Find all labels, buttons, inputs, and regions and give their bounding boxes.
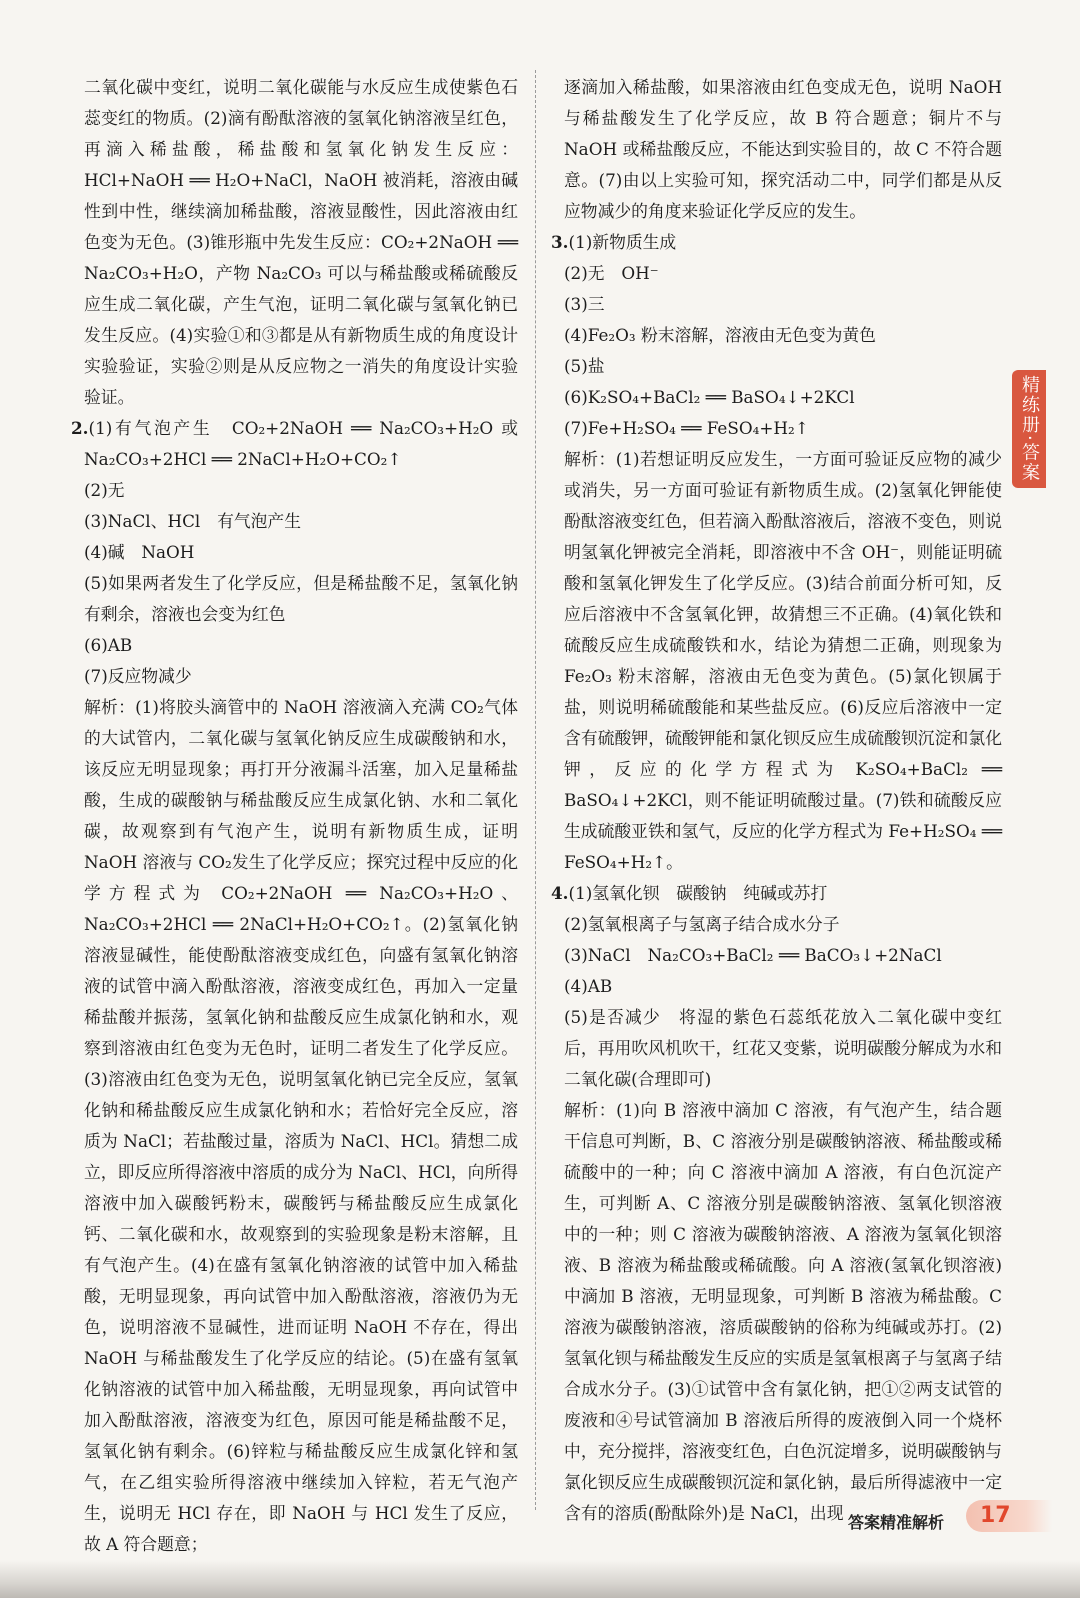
q4-item-1-text: (1)氢氧化钡 碳酸钠 纯碱或苏打 <box>568 883 828 903</box>
q4-item-4: (4)AB <box>564 976 613 996</box>
q3-item-4: (4)Fe₂O₃ 粉末溶解，溶液由无色变为黄色 <box>564 325 876 345</box>
q1-analysis-continued: 二氧化碳中变红，说明二氧化碳能与水反应生成使紫色石蕊变红的物质。(2)滴有酚酞溶液的氢氧化钠溶液呈红色，再滴入稀盐酸，稀盐酸和氢氧化钠发生反应：HCl+NaOH ══ H₂O+NaCl，NaOH 被消耗，溶液由碱性到中性，继续滴加稀盐酸，溶液显酸性，因此溶液由红色变为无色。(3)锥形瓶中先发生反应：CO₂+2NaOH ══ Na₂CO₃+H₂O，产物 Na₂CO₃ 可以与稀盐酸或稀硫酸反应生成二氧化碳，产生气泡，证明二氧化碳与氢氧化钠已发生反应。(4)实验①和③都是从有新物质生成的角度设计实验验证，实验②则是从反应物之一消失的角度设计实验验证。 <box>84 77 518 407</box>
q2-item-1-text: (1)有气泡产生 CO₂+2NaOH ══ Na₂CO₃+H₂O 或 Na₂CO₃+2HCl ══ 2NaCl+H₂O+CO₂↑ <box>84 418 518 469</box>
q2-item-4: (4)碱 NaOH <box>84 542 195 562</box>
right-column <box>551 72 1002 1529</box>
footer-label: 答案精准解析 <box>848 1513 945 1532</box>
page-bottom-shadow <box>0 1560 1080 1598</box>
q4-analysis: 解析：(1)向 B 溶液中滴加 C 溶液，有气泡产生，结合题干信息可判断，B、C 溶液分别是碳酸钠溶液、稀盐酸或稀硫酸中的一种；向 C 溶液中滴加 A 溶液，有白色沉淀产生，可判断 A、C 溶液分别是碳酸钠溶液、氢氧化钡溶液中的一种；则 C 溶液为碳酸钠溶液、A 溶液为氢氧化钡溶液、B 溶液为稀盐酸或稀硫酸。向 A 溶液(氢氧化钡溶液)中滴加 B 溶液，无明显现象，可判断 B 溶液为稀盐酸。C 溶液为碳酸钠溶液，溶质碳酸钠的俗称为纯碱或苏打。(2)氢氧化钡与稀盐酸发生反应的实质是氢氧根离子与氢离子结合成水分子。(3)①试管中含有氯化钠，把①②两支试管的废液和④号试管滴加 B 溶液后所得的废液倒入同一个烧杯中，充分搅拌，溶液变红色，白色沉淀增多，说明碳酸钠与氯化钡反应生成碳酸钡沉淀和氯化钠，最后所得滤液中一定含有的溶质(酚酞除外)是 NaCl，出现 <box>564 1100 1002 1523</box>
q4-item-5: (5)是否减少 将湿的紫色石蕊纸花放入二氧化碳中变红后，再用吹风机吹干，红花又变紫，说明碳酸分解成为水和二氧化碳(合理即可) <box>564 1007 1002 1089</box>
q4-item-2: (2)氢氧根离子与氢离子结合成水分子 <box>564 914 840 934</box>
q2-item-5: (5)如果两者发生了化学反应，但是稀盐酸不足，氢氧化钠有剩余，溶液也会变为红色 <box>84 573 518 624</box>
q4-item-1 <box>551 878 1002 909</box>
q3-item-2: (2)无 OH⁻ <box>564 263 659 283</box>
left-column <box>71 72 518 1560</box>
q2-analysis: 解析：(1)将胶头滴管中的 NaOH 溶液滴入充满 CO₂气体的大试管内，二氧化碳与氢氧化钠反应生成碳酸钠和水，该反应无明显现象；再打开分液漏斗活塞，加入足量稀盐酸，生成的碳酸钠与稀盐酸反应生成氯化钠、水和二氧化碳，故观察到有气泡产生，说明有新物质生成，证明 NaOH 溶液与 CO₂发生了化学反应；探究过程中反应的化学方程式为 CO₂+2NaOH ══ Na₂CO₃+H₂O、Na₂CO₃+2HCl ══ 2NaCl+H₂O+CO₂↑。(2)氢氧化钠溶液显碱性，能使酚酞溶液变成红色，向盛有氢氧化钠溶液的试管中滴入酚酞溶液，溶液变成红色，再加入一定量稀盐酸并振荡，氢氧化钠和盐酸反应生成氯化钠和水，观察到溶液由红色变为无色时，证明二者发生了化学反应。(3)溶液由红色变为无色，说明氢氧化钠已完全反应，氢氧化钠和稀盐酸反应生成氯化钠和水；若恰好完全反应，溶质为 NaCl；若盐酸过量，溶质为 NaCl、HCl。猜想二成立，即反应所得溶液中溶质的成分为 NaCl、HCl，向所得溶液中加入碳酸钙粉末，碳酸钙与稀盐酸反应生成氯化钙、二氧化碳和水，故观察到的实验现象是粉末溶解，且有气泡产生。(4)在盛有氢氧化钠溶液的试管中加入稀盐酸，无明显现象，再向试管中加入酚酞溶液，溶液仍为无色，说明溶液不显碱性，进而证明 NaOH 不存在，得出 NaOH 与稀盐酸发生了化学反应的结论。(5)在盛有氢氧化钠溶液的试管中加入稀盐酸，无明显现象，再向试管中加入酚酞溶液，溶液变为红色，原因可能是稀盐酸不足，氢氧化钠有剩余。(6)锌粒与稀盐酸反应生成氯化锌和氢气，在乙组实验所得溶液中继续加入锌粒，若无气泡产生，说明无 HCl 存在，即 NaOH 与 HCl 发生了反应，故 A 符合题意； <box>84 697 518 1554</box>
q3-item-7: (7)Fe+H₂SO₄ ══ FeSO₄+H₂↑ <box>564 418 809 438</box>
q3-analysis: 解析：(1)若想证明反应发生，一方面可验证反应物的减少或消失，另一方面可验证有新物质生成。(2)氢氧化钾能使酚酞溶液变红色，但若滴入酚酞溶液后，溶液不变色，则说明氢氧化钾被完全消耗，即溶液中不含 OH⁻，则能证明硫酸和氢氧化钾发生了化学反应。(3)结合前面分析可知，反应后溶液中不含氢氧化钾，故猜想三不正确。(4)氧化铁和硫酸反应生成硫酸铁和水，结论为猜想二正确，则现象为 Fe₂O₃ 粉末溶解，溶液由无色变为黄色。(5)氯化钡属于盐，则说明稀硫酸能和某些盐反应。(6)反应后溶液中一定含有硫酸钾，硫酸钾能和氯化钡反应生成硫酸钡沉淀和氯化钾，反应的化学方程式为 K₂SO₄+BaCl₂ ══ BaSO₄↓+2KCl，则不能证明硫酸过量。(7)铁和硫酸反应生成硫酸亚铁和氢气，反应的化学方程式为 Fe+H₂SO₄ ══ FeSO₄+H₂↑。 <box>564 449 1002 872</box>
q2-item-3: (3)NaCl、HCl 有气泡产生 <box>84 511 301 531</box>
q4-item-3: (3)NaCl Na₂CO₃+BaCl₂ ══ BaCO₃↓+2NaCl <box>564 945 942 965</box>
q2-analysis-continued: 逐滴加入稀盐酸，如果溶液由红色变成无色，说明 NaOH 与稀盐酸发生了化学反应，故 B 符合题意；铜片不与 NaOH 或稀盐酸反应，不能达到实验目的，故 C 不符合题意。(7)由以上实验可知，探究活动二中，同学们都是从反应物减少的角度来验证化学反应的发生。 <box>564 77 1002 221</box>
q2-item-2: (2)无 <box>84 480 125 500</box>
q2-item-7: (7)反应物减少 <box>84 666 192 686</box>
q3-item-5: (5)盐 <box>564 356 605 376</box>
q2-item-6: (6)AB <box>84 635 133 655</box>
side-tab: 精练册·答案 <box>1012 370 1046 488</box>
q3-number: 3. <box>551 232 569 252</box>
q3-item-3: (3)三 <box>564 294 605 314</box>
page-number: 17 <box>966 1500 1052 1532</box>
q3-item-1 <box>551 227 1002 258</box>
q2-item-1 <box>71 413 518 475</box>
column-divider <box>535 70 536 1510</box>
q3-item-6: (6)K₂SO₄+BaCl₂ ══ BaSO₄↓+2KCl <box>564 387 855 407</box>
q3-item-1-text: (1)新物质生成 <box>568 232 677 252</box>
q4-number: 4. <box>551 883 569 903</box>
q2-number: 2. <box>71 418 89 438</box>
